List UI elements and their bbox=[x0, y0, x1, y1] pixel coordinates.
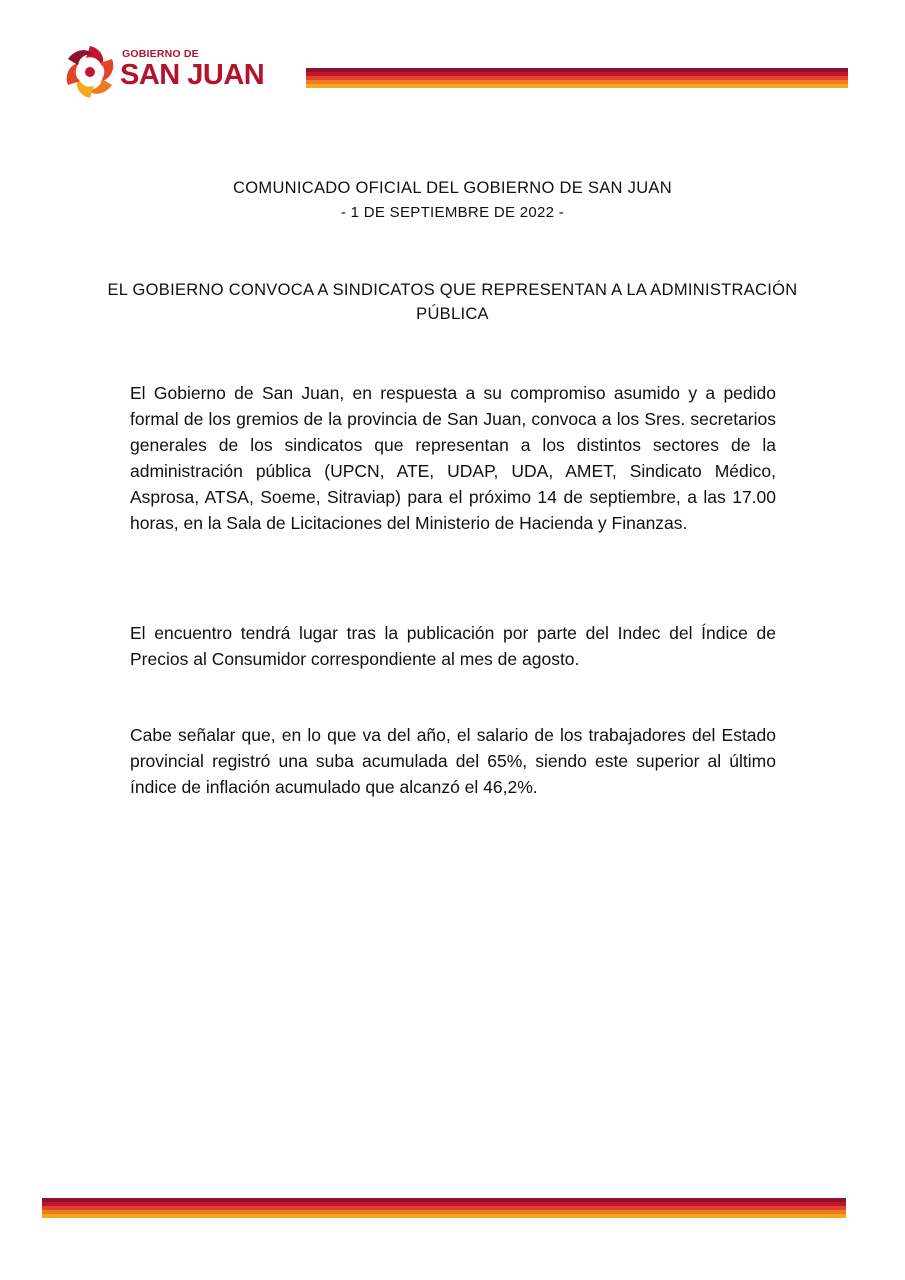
document-title: COMUNICADO OFICIAL DEL GOBIERNO DE SAN JUAN bbox=[233, 179, 672, 197]
logo-small-text: GOBIERNO DE bbox=[122, 48, 199, 60]
sun-logo-icon bbox=[62, 44, 118, 100]
paragraph: El Gobierno de San Juan, en respuesta a su compromiso asumido y a pedido formal de los gremios de la provincia de San Juan, convoca a los Sres. secretarios generales de los sindicatos que representan a los distintos sectores de la administración pública (UPCN, ATE, UDAP, UDA, AMET, Sindicato Médico, Asprosa, ATSA, Soeme, Sitraviap) para el próximo 14 de septiembre, a las 17.00 horas, en la Sala de Licitaciones del Ministerio de Hacienda y Finanzas. bbox=[130, 383, 776, 533]
logo-big-text: SAN JUAN bbox=[120, 59, 265, 91]
government-logo bbox=[62, 42, 272, 102]
header-color-band bbox=[306, 68, 848, 88]
document-subtitle: EL GOBIERNO CONVOCA A SINDICATOS QUE REPRESENTAN A LA ADMINISTRACIÓN PÚBLICA bbox=[107, 281, 798, 323]
paragraph: El encuentro tendrá lugar tras la publicación por parte del Indec del Índice de Precios al Consumidor correspondiente al mes de agosto. bbox=[130, 623, 776, 669]
footer-color-band bbox=[42, 1198, 846, 1218]
document-date: - 1 DE SEPTIEMBRE DE 2022 - bbox=[340, 204, 565, 221]
paragraph: Cabe señalar que, en lo que va del año, el salario de los trabajadores del Estado provincial registró una suba acumulada del 65%, siendo este superior al último índice de inflación acumulado que alcanzó el 46,2%. bbox=[130, 725, 776, 797]
